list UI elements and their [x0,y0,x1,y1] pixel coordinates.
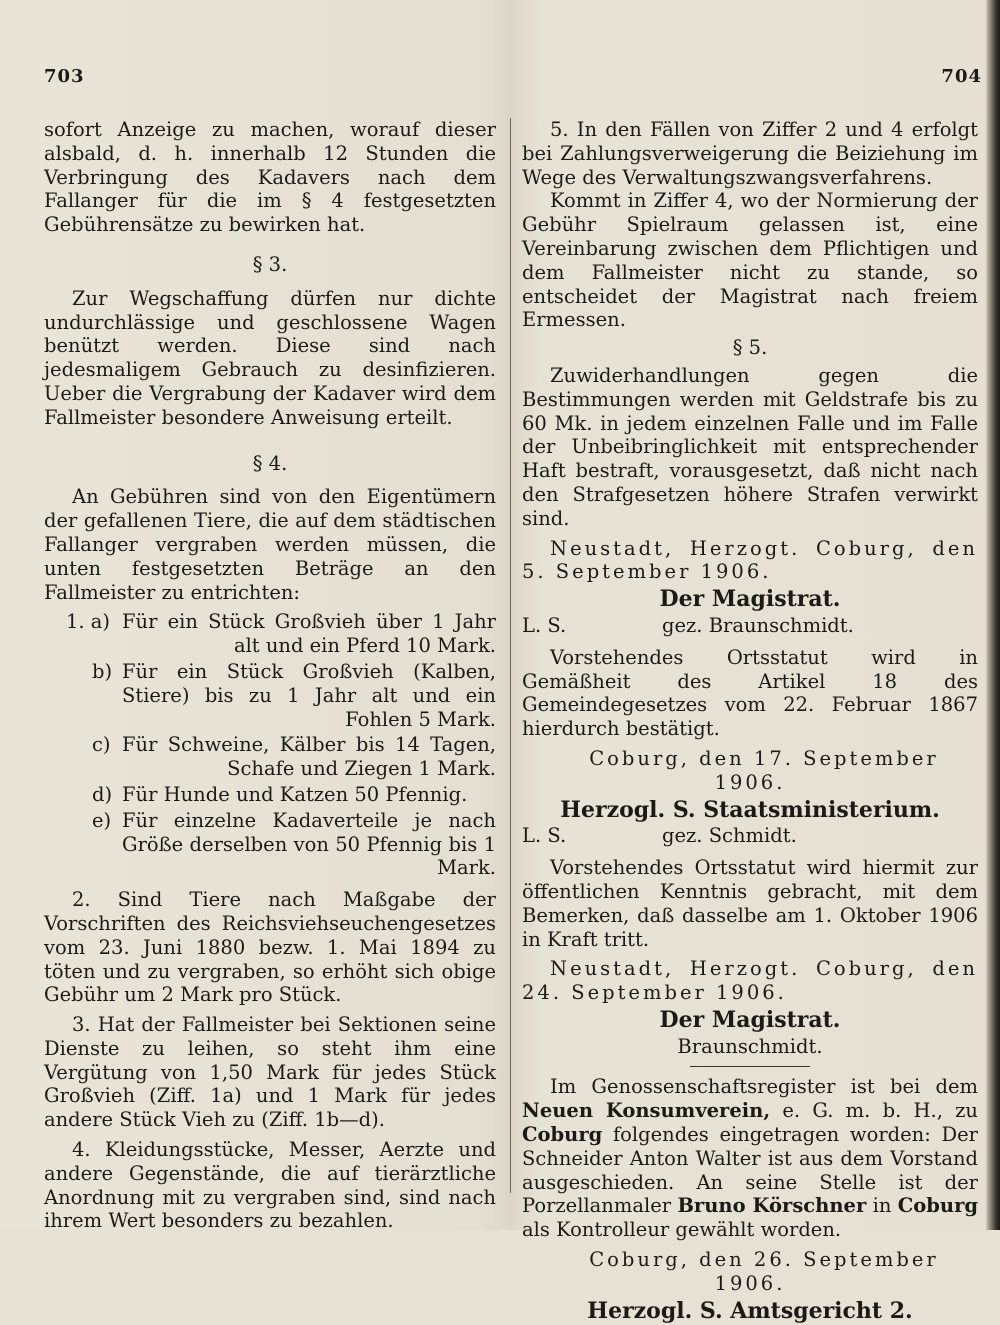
fee-item-label: c) [92,733,111,757]
section-4-heading: § 4. [252,451,288,475]
fee-item [44,610,496,658]
section-3-heading: § 3. [252,252,288,276]
fee-item [44,809,496,880]
seal-label: L. S. [522,824,567,848]
company-name: Neuen Konsumverein, [522,1099,771,1123]
fee-item [44,660,496,731]
fee-item [44,783,496,807]
page-number-right: 704 [941,66,982,87]
seal-signature-row-2 [522,824,978,848]
fee-item [44,733,496,781]
intro-paragraph: sofort Anzeige zu machen, worauf dieser alsbald, d. h. innerhalb 12 Stunden die Verbringung des Kadavers nach dem Fallanger für die im § 4 festgesetzten Gebührensätze zu bewirken hat. [44,118,496,237]
section-rule [690,1066,810,1067]
fee-item-label: d) [92,782,113,806]
dateline-4: Coburg, den 26. September 1906. [589,1248,939,1295]
person-name: Bruno Körschner [677,1194,867,1218]
section-4-text: An Gebühren sind von den Eigentümern der gefallenen Tiere, die auf dem städtischen Fallanger vergraben werden müssen, die unten festgesetzten Beträge an den Fallmeister zu entrichten: [44,485,496,604]
approval-paragraph: Vorstehendes Ortsstatut wird in Gemäßheit des Artikel 18 des Gemeindegesetzes vom 22. Februar 1867 hierdurch bestätigt. [522,645,978,741]
paragraph-3: 3. Hat der Fallmeister bei Sektionen seine Dienste zu leihen, so steht ihm eine Vergütung von 1,50 Mark für jedes Stück Großvieh (Ziff. 1a) und 1 Mark für jedes andere Stück Vieh zu (Ziff. 1b—d). [44,1013,496,1132]
paragraph-2: 2. Sind Tiere nach Maßgabe der Vorschriften des Reichsviehseuchengesetzes vom 23. Juni 1880 bezw. 1. Mai 1894 zu töten und zu vergraben, so erhöht sich obige Gebühr um 2 Mark pro Stück. [44,888,496,1007]
signature-name: gez. Braunschmidt. [662,613,854,637]
register-notice: Im Genossenschaftsregister ist bei dem Neuen Konsumverein, e. G. m. b. H., zu Coburg folgendes eingetragen worden: Der Schneider Anton Walter ist aus dem Vorstand ausgeschieden. An seine Stelle ist der Porzellanmaler Bruno Körschner in Coburg als Kontrolleur gewählt worden. [522,1075,979,1242]
right-column [522,118,978,1325]
publication-paragraph: Vorstehendes Ortsstatut wird hiermit zur öffentlichen Kenntnis gebracht, mit dem Bemerken, daß dasselbe am 1. Oktober 1906 in Kraft tritt. [522,856,978,951]
authority-signature-3: Der Magistrat. [659,1006,841,1033]
section-3-text: Zur Wegschaffung dürfen nur dichte undurchlässige und geschlossene Wagen benützt werden. Diese sind nach jedesmaligem Gebrauch zu desinfizieren. Ueber die Vergrabung der Kadaver wird dem Fallmeister besondere Anweisung erteilt. [44,286,496,429]
signature-name: gez. Schmidt. [662,824,797,848]
authority-signature-1: Der Magistrat. [659,586,841,613]
section-5-text: Zuwiderhandlungen gegen die Bestimmungen werden mit Geldstrafe bis zu 60 Mk. in jedem einzelnen Falle und im Falle der Unbeibringlichkeit mit entsprechender Haft bestraft, vorausgesetzt, daß nicht nach den Strafgesetzen höhere Strafen verwirkt sind. [522,363,978,530]
seal-label: L. S. [522,613,567,637]
seal-signature-row-1 [522,614,978,638]
page-number-left: 703 [44,66,85,87]
fee-item-text: Für Hunde und Katzen 50 Pfennig. [122,782,468,806]
fee-item-label: 1. a) [66,610,111,634]
page-edge-shadow [986,0,1000,1230]
authority-signature-4: Herzogl. S. Amtsgericht 2. [587,1297,913,1324]
section-5-heading: § 5. [732,336,768,360]
city-name: Coburg [522,1123,603,1147]
fee-item-text: Für ein Stück Großvieh (Kalben, Stiere) bis zu 1 Jahr alt und ein Fohlen 5 Mark. [122,659,496,731]
dateline-1: Neustadt, Herzogt. Coburg, den 5. September 1906. [522,536,978,584]
signature-name-3: Braunschmidt. [677,1034,823,1058]
dateline-3: Neustadt, Herzogt. Coburg, den 24. September 1906. [522,957,978,1005]
fee-item-text: Für Schweine, Kälber bis 14 Tagen, Schafe und Ziegen 1 Mark. [122,733,496,781]
column-divider [510,118,511,1193]
fee-item-text: Für ein Stück Großvieh über 1 Jahr alt und ein Pferd 10 Mark. [122,610,496,658]
left-column [44,118,496,1233]
fee-item-text: Für einzelne Kadaverteile je nach Größe derselben von 50 Pfennig bis 1 Mark. [122,808,496,880]
fee-item-label: e) [92,808,112,832]
authority-signature-2: Herzogl. S. Staatsministerium. [560,796,940,823]
paragraph-5: 5. In den Fällen von Ziffer 2 und 4 erfolgt bei Zahlungsverweigerung die Beiziehung im Wege des Verwaltungszwangsverfahrens. [522,118,978,189]
city-name: Coburg [897,1194,979,1218]
paragraph-4: 4. Kleidungsstücke, Messer, Aerzte und andere Gegenstände, die auf tierärztliche Anordnung mit zu vergraben sind, sind nach ihrem Wert besonders zu bezahlen. [44,1138,496,1233]
paragraph-5b: Kommt in Ziffer 4, wo der Normierung der Gebühr Spielraum gelassen ist, eine Vereinbarung zwischen dem Pflichtigen und dem Fallmeister nicht zu stande, so entscheidet der Magistrat nach freiem Ermessen. [522,189,978,332]
dateline-2: Coburg, den 17. September 1906. [589,746,939,794]
fee-item-label: b) [92,659,113,683]
